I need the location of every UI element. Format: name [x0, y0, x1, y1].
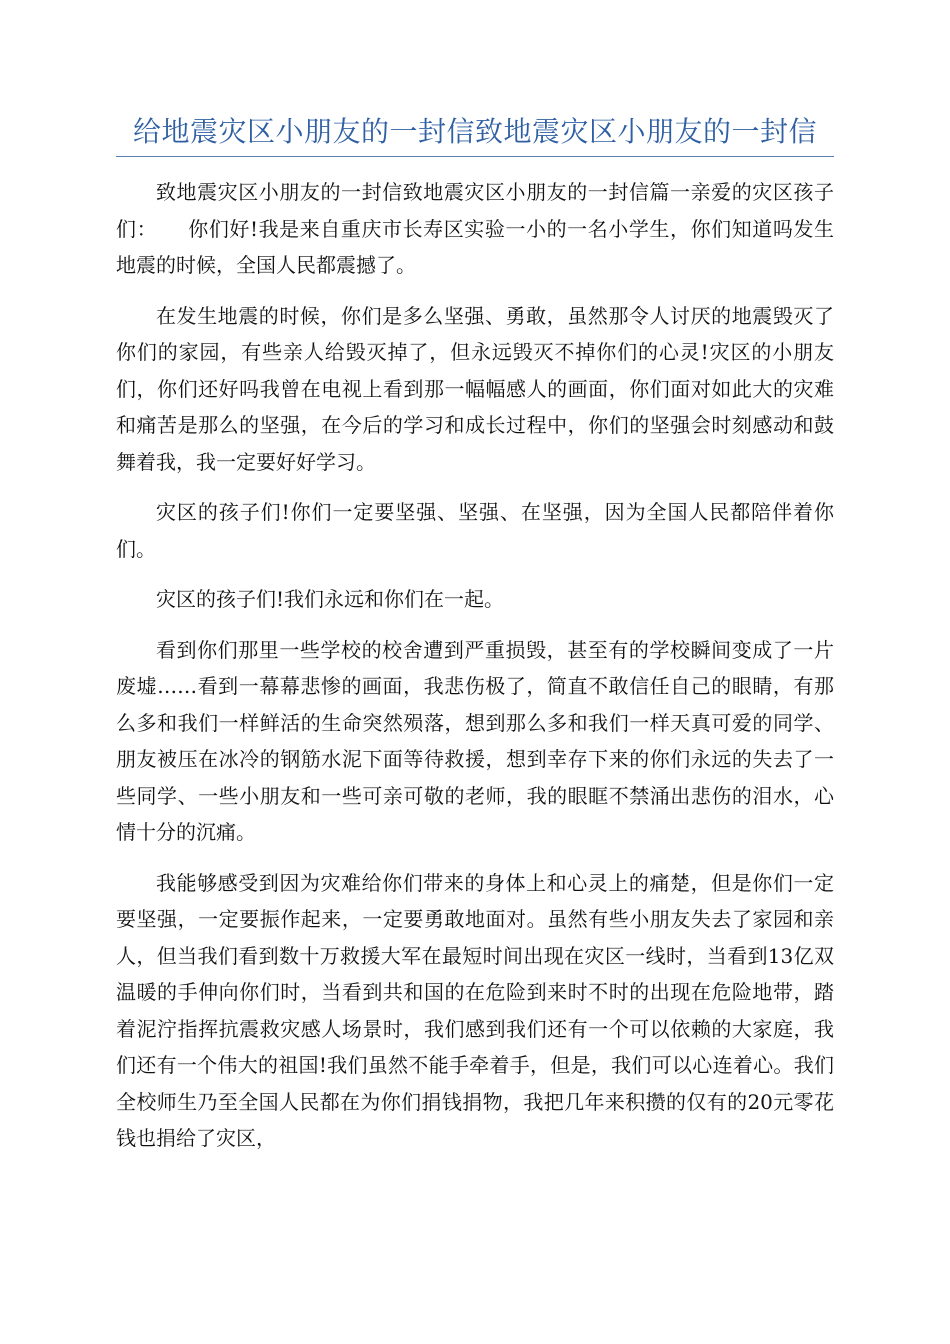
paragraph-5: 看到你们那里一些学校的校舍遭到严重损毁，甚至有的学校瞬间变成了一片废墟……看到一幕幕悲惨的画面，我悲伤极了，简直不敢信任自己的眼睛，有那么多和我们一样鲜活的生命突然殒落，想到那么多和我们一样天真可爱的同学、朋友被压在冰冷的钢筋水泥下面等待救援，想到幸存下来的你们永远的失去了一些同学、一些小朋友和一些可亲可敬的老师，我的眼眶不禁涌出悲伤的泪水，心情十分的沉痛。: [116, 637, 834, 844]
paragraph-1: 致地震灾区小朋友的一封信致地震灾区小朋友的一封信篇一亲爱的灾区孩子们： 你们好!我是来自重庆市长寿区实验一小的一名小学生，你们知道吗发生地震的时候，全国人民都震撼了。: [116, 180, 834, 277]
paragraph-2: 在发生地震的时候，你们是多么坚强、勇敢，虽然那令人讨厌的地震毁灭了你们的家园，有些亲人给毁灭掉了，但永远毁灭不掉你们的心灵!灾区的小朋友们，你们还好吗我曾在电视上看到那一幅幅感人的画面，你们面对如此大的灾难和痛苦是那么的坚强，在今后的学习和成长过程中，你们的坚强会时刻感动和鼓舞着我，我一定要好好学习。: [116, 303, 834, 474]
paragraph-4: 灾区的孩子们!我们永远和你们在一起。: [156, 587, 505, 611]
paragraph-6: 我能够感受到因为灾难给你们带来的身体上和心灵上的痛楚，但是你们一定要坚强，一定要振作起来，一定要勇敢地面对。虽然有些小朋友失去了家园和亲人，但当我们看到数十万救援大军在最短时间出现在灾区一线时，当看到13亿双温暖的手伸向你们时，当看到共和国的在危险到来时不时的出现在危险地带，踏着泥泞指挥抗震救灾感人场景时，我们感到我们还有一个可以依赖的大家庭，我们还有一个伟大的祖国!我们虽然不能手牵着手，但是，我们可以心连着心。我们全校师生乃至全国人民都在为你们捐钱捐物，我把几年来积攒的仅有的20元零花钱也捐给了灾区，: [116, 870, 834, 1150]
title-block: [116, 112, 834, 157]
document-body: [116, 174, 834, 1171]
page-title: 给地震灾区小朋友的一封信致地震灾区小朋友的一封信: [132, 115, 817, 148]
paragraph-3: 灾区的孩子们!你们一定要坚强、坚强、在坚强，因为全国人民都陪伴着你们。: [116, 500, 834, 561]
